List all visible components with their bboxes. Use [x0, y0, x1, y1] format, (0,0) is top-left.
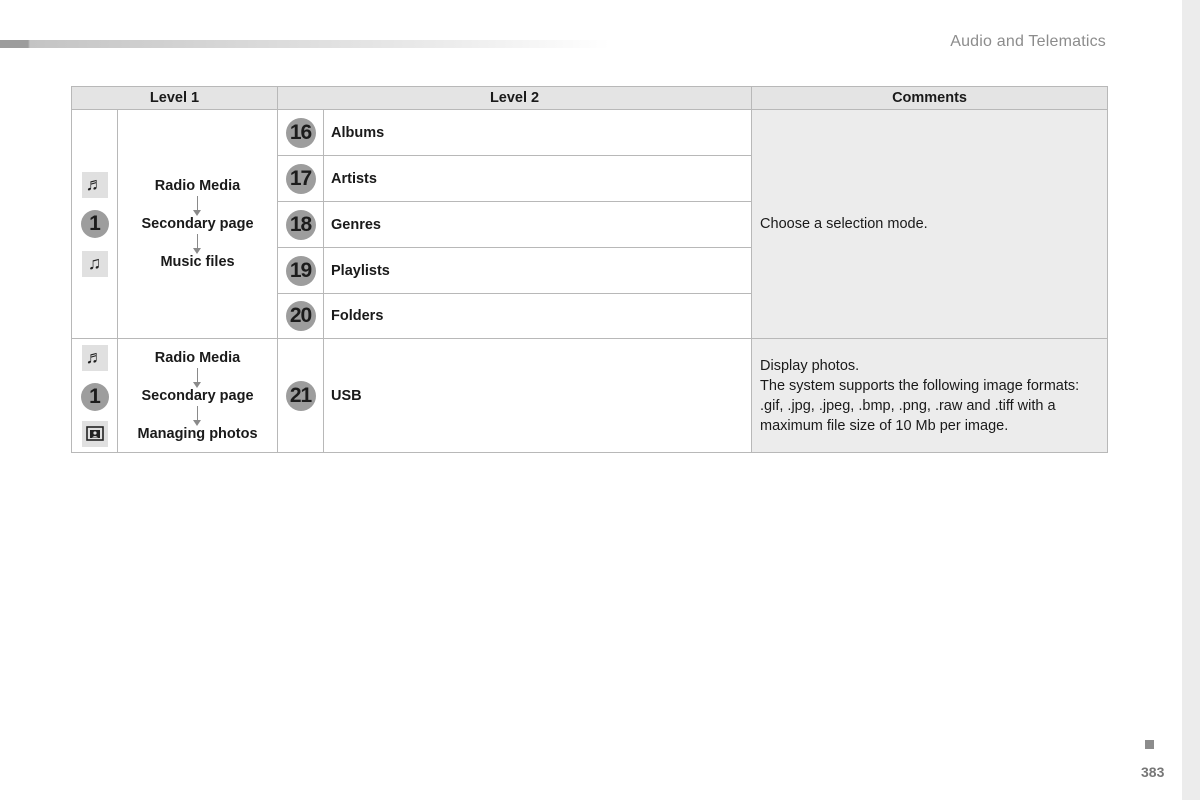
- header-gradient-bar: [0, 40, 610, 48]
- table-row: [72, 110, 1108, 156]
- item-17-badge: 17: [286, 164, 316, 194]
- path-radio-media: Radio Media: [154, 349, 241, 366]
- item-usb: USB: [324, 339, 752, 453]
- item-18-badge: 18: [286, 210, 316, 240]
- path-managing-photos: Managing photos: [137, 425, 258, 442]
- music-note-icon: ♬: [82, 172, 108, 198]
- music-note-icon: ♬: [82, 345, 108, 371]
- column-header-comments: Comments: [752, 87, 1108, 110]
- item-number-cell: [278, 248, 324, 294]
- page-number: 383: [1141, 764, 1165, 780]
- comment-display-photos: [752, 339, 1108, 453]
- path-music-files: Music files: [160, 254, 235, 270]
- item-19-badge: 19: [286, 256, 316, 286]
- table-header-row: [72, 87, 1108, 110]
- item-number-cell: [278, 110, 324, 156]
- item-genres: Genres: [324, 202, 752, 248]
- column-header-level1: Level 1: [72, 87, 278, 110]
- down-arrow-icon: [197, 406, 198, 421]
- path-secondary-page: Secondary page: [141, 216, 254, 232]
- down-arrow-icon: [197, 196, 198, 211]
- item-16-badge: 16: [286, 118, 316, 148]
- music-notes-icon: ♫: [82, 251, 108, 277]
- level1-path-cell: [118, 110, 278, 339]
- photo-frame-icon: [82, 421, 108, 447]
- comment-line: The system supports the following image formats: .gif, .jpg, .jpeg, .bmp, .png, .raw and .tiff with a maximum file size of 10 Mb per image.: [760, 377, 1080, 434]
- level1-path-cell: [118, 339, 278, 453]
- item-number-cell: [278, 294, 324, 339]
- column-header-level2: Level 2: [278, 87, 752, 110]
- item-albums: Albums: [324, 110, 752, 156]
- table-row: [72, 339, 1108, 453]
- item-number-cell: [278, 202, 324, 248]
- step-1-badge: 1: [81, 210, 109, 238]
- item-artists: Artists: [324, 156, 752, 202]
- item-number-cell: [278, 156, 324, 202]
- comment-selection-mode: Choose a selection mode.: [752, 110, 1108, 339]
- item-number-cell: [278, 339, 324, 453]
- item-20-badge: 20: [286, 301, 316, 331]
- page-edge-strip: [1182, 0, 1200, 800]
- step-1-badge: 1: [81, 383, 109, 411]
- path-secondary-page: Secondary page: [141, 387, 254, 404]
- item-folders: Folders: [324, 294, 752, 339]
- item-playlists: Playlists: [324, 248, 752, 294]
- item-21-badge: 21: [286, 381, 316, 411]
- down-arrow-icon: [197, 234, 198, 249]
- page-marker: [1145, 740, 1154, 749]
- level1-icons-cell: [72, 110, 118, 339]
- down-arrow-icon: [197, 368, 198, 383]
- menu-table: [71, 86, 1108, 453]
- photo-frame-glyph: [86, 426, 104, 441]
- comment-line: Display photos.: [760, 357, 860, 374]
- path-radio-media: Radio Media: [154, 178, 241, 194]
- level1-icons-cell: [72, 339, 118, 453]
- section-title: Audio and Telematics: [950, 33, 1106, 50]
